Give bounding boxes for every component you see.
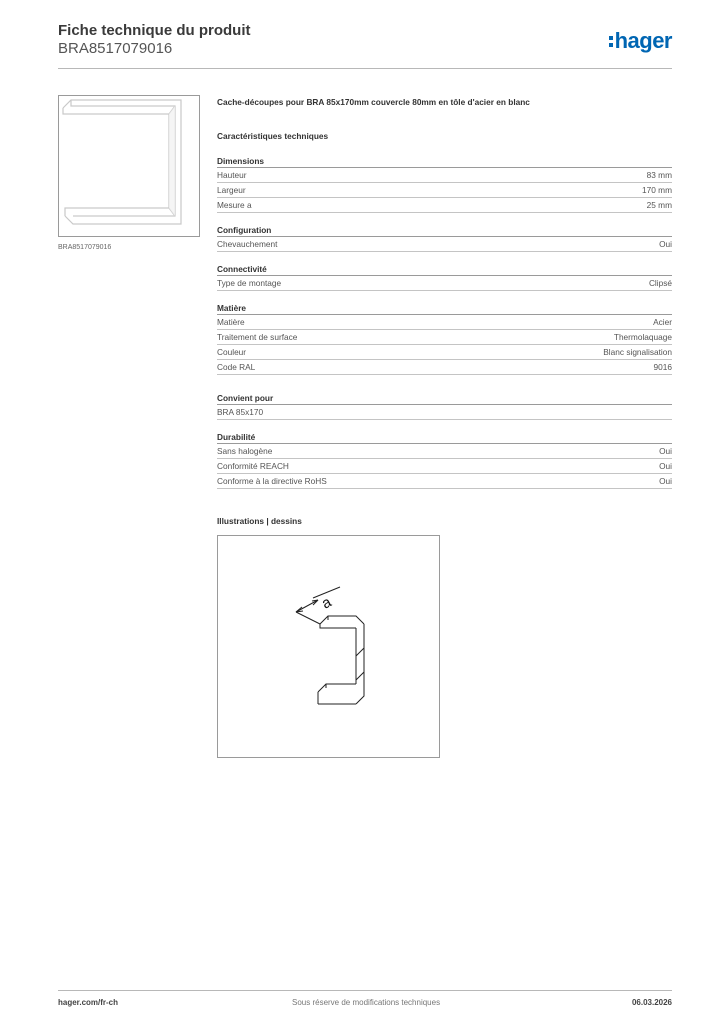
spec-row bbox=[217, 237, 672, 252]
spec-value: Oui bbox=[659, 461, 672, 471]
footer-divider bbox=[58, 990, 672, 991]
spec-row bbox=[217, 444, 672, 459]
spec-group-title: Convient pour bbox=[217, 392, 672, 405]
spec-label: Couleur bbox=[217, 347, 247, 357]
spec-label: Conformité REACH bbox=[217, 461, 289, 471]
spec-label: Code RAL bbox=[217, 362, 256, 372]
spec-row bbox=[217, 198, 672, 213]
spec-group-connectivity bbox=[217, 263, 672, 291]
spec-group-durability bbox=[217, 431, 672, 489]
spec-value: Oui bbox=[659, 476, 672, 486]
footer-date: 06.03.2026 bbox=[631, 998, 672, 1007]
page-title: Fiche technique du produit bbox=[58, 22, 251, 39]
spec-value: 25 mm bbox=[646, 200, 672, 210]
spec-label: BRA 85x170 bbox=[217, 407, 264, 417]
spec-label: Conforme à la directive RoHS bbox=[217, 476, 327, 486]
spec-label: Hauteur bbox=[217, 170, 247, 180]
spec-row bbox=[217, 360, 672, 375]
spec-value: Blanc signalisation bbox=[603, 347, 672, 357]
spec-label: Type de montage bbox=[217, 278, 282, 288]
spec-row bbox=[217, 276, 672, 291]
spec-value: 9016 bbox=[653, 362, 672, 372]
spec-group-title: Connectivité bbox=[217, 263, 672, 276]
illustrations-title: Illustrations | dessins bbox=[217, 516, 302, 526]
spec-row bbox=[217, 168, 672, 183]
spec-value: Clipsé bbox=[648, 278, 672, 288]
spec-value: 83 mm bbox=[646, 170, 672, 180]
footer-website[interactable]: hager.com/fr-ch bbox=[58, 998, 119, 1007]
spec-label: Mesure a bbox=[217, 200, 252, 210]
dimension-drawing bbox=[218, 536, 439, 757]
spec-value: Oui bbox=[659, 239, 672, 249]
spec-group-dimensions bbox=[217, 155, 672, 213]
spec-content bbox=[217, 96, 672, 489]
product-description: Cache-découpes pour BRA 85x170mm couvercle 80mm en tôle d'acier en blanc bbox=[217, 97, 530, 107]
logo-dots-icon bbox=[609, 36, 614, 49]
header-divider bbox=[58, 68, 672, 69]
dimension-label-a: a bbox=[318, 593, 335, 613]
spec-row bbox=[217, 405, 672, 420]
spec-row bbox=[217, 330, 672, 345]
spec-group-compatible bbox=[217, 392, 672, 420]
spec-value: Thermolaquage bbox=[613, 332, 672, 342]
product-image-caption: BRA8517079016 bbox=[58, 244, 112, 251]
cover-clip-image bbox=[59, 96, 199, 236]
spec-label: Sans halogène bbox=[217, 446, 273, 456]
spec-value: Oui bbox=[659, 446, 672, 456]
hager-logo bbox=[609, 28, 672, 54]
spec-value: 170 mm bbox=[642, 185, 672, 195]
footer-disclaimer: Sous réserve de modifications techniques bbox=[292, 998, 441, 1007]
spec-group-title: Configuration bbox=[217, 224, 672, 237]
specs-section-title: Caractéristiques techniques bbox=[217, 131, 329, 141]
logo-text: hager bbox=[614, 28, 672, 53]
technical-drawing bbox=[217, 535, 440, 758]
spec-group-configuration bbox=[217, 224, 672, 252]
spec-row bbox=[217, 315, 672, 330]
spec-row bbox=[217, 183, 672, 198]
spec-group-material bbox=[217, 302, 672, 375]
product-image bbox=[58, 95, 200, 237]
spec-group-title: Dimensions bbox=[217, 155, 672, 168]
spec-label: Chevauchement bbox=[217, 239, 278, 249]
product-reference: BRA8517079016 bbox=[58, 40, 173, 57]
spec-label: Traitement de surface bbox=[217, 332, 298, 342]
spec-row bbox=[217, 459, 672, 474]
spec-group-title: Durabilité bbox=[217, 431, 672, 444]
spec-group-title: Matière bbox=[217, 302, 672, 315]
spec-row bbox=[217, 345, 672, 360]
spec-label: Matière bbox=[217, 317, 245, 327]
spec-row bbox=[217, 474, 672, 489]
spec-value: Acier bbox=[653, 317, 672, 327]
spec-label: Largeur bbox=[217, 185, 246, 195]
